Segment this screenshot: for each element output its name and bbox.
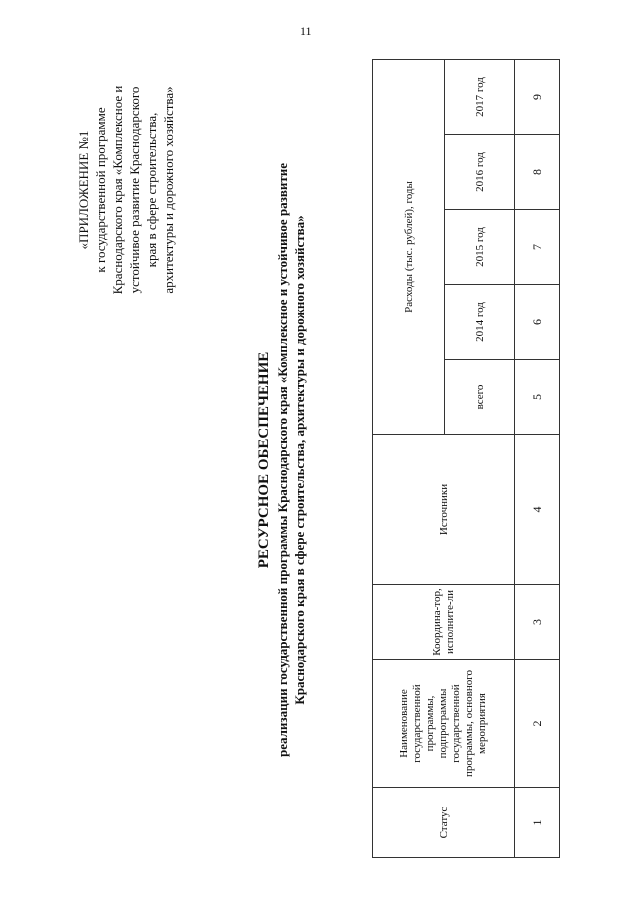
appendix-line: Краснодарского края «Комплексное и xyxy=(110,85,125,295)
column-number: 5 xyxy=(515,360,560,435)
header-year: 2014 год xyxy=(445,285,515,360)
column-number: 9 xyxy=(515,59,560,134)
title-line-3: Краснодарского края в сфере строительства, архитектуры и дорожного хозяйства» xyxy=(292,215,307,705)
title-line-2: реализации государственной программы Краснодарского края «Комплексное и устойчивое развитие xyxy=(275,163,290,757)
header-status: Статус xyxy=(373,788,515,858)
title-main: РЕСУРСНОЕ ОБЕСПЕЧЕНИЕ xyxy=(256,351,272,569)
appendix-line: «ПРИЛОЖЕНИЕ №1 xyxy=(76,130,91,250)
column-number: 2 xyxy=(515,660,560,788)
header-expenses: Расходы (тыс. рублей), годы xyxy=(373,59,445,434)
header-name: Наименование государственной программы, подпрограммы государственной программы, основного мероприятия xyxy=(373,660,515,788)
column-number: 3 xyxy=(515,585,560,660)
appendix-line: устойчивое развитие Краснодарского xyxy=(127,86,142,294)
resource-table xyxy=(372,59,560,858)
appendix-line: к государственной программе xyxy=(93,107,108,273)
header-year: 2016 год xyxy=(445,135,515,210)
column-number: 8 xyxy=(515,135,560,210)
header-year: 2017 год xyxy=(445,59,515,134)
page-number: 11 xyxy=(300,24,312,38)
rotated-page-content xyxy=(0,20,640,880)
header-sources: Источники xyxy=(373,435,515,585)
column-number: 1 xyxy=(515,788,560,858)
column-number: 6 xyxy=(515,285,560,360)
appendix-header xyxy=(75,75,177,305)
column-number-row xyxy=(515,59,560,857)
header-year: 2015 год xyxy=(445,210,515,285)
header-total: всего xyxy=(445,360,515,435)
document-title xyxy=(255,160,308,760)
column-number: 7 xyxy=(515,210,560,285)
column-number: 4 xyxy=(515,435,560,585)
table-header-row xyxy=(373,59,445,857)
appendix-line: архитектуры и дорожного хозяйства» xyxy=(161,86,176,294)
appendix-line: края в сфере строительства, xyxy=(144,112,159,268)
header-coordinator: Координа-тор, исполните-ли xyxy=(373,585,515,660)
